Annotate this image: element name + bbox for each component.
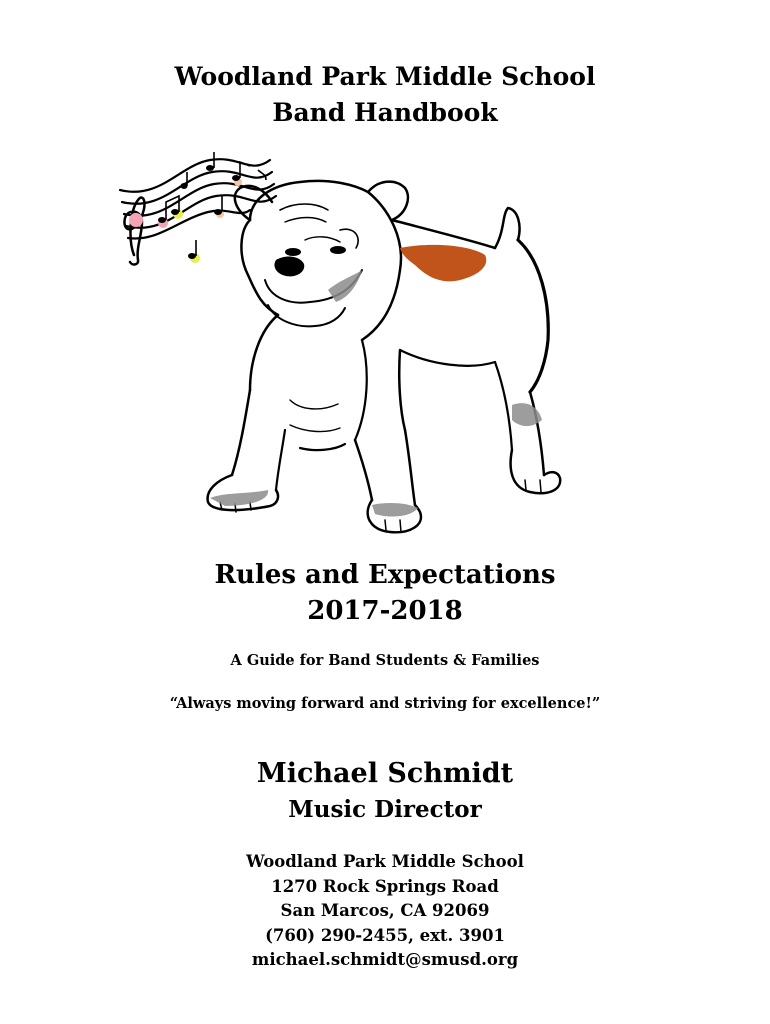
bulldog-icon — [208, 181, 561, 532]
section-title: Rules and Expectations — [214, 560, 556, 590]
music-staff-icon — [120, 159, 276, 264]
guide-subtitle: A Guide for Band Students & Families — [230, 652, 540, 669]
contact-phone: (760) 290-2455, ext. 3901 — [265, 926, 505, 945]
contact-city: San Marcos, CA 92069 — [280, 901, 490, 920]
school-title: Woodland Park Middle School — [174, 62, 596, 91]
handbook-title: Band Handbook — [272, 98, 498, 127]
motto: “Always moving forward and striving for excellence!” — [169, 695, 601, 712]
director-title: Music Director — [288, 796, 482, 823]
contact-street: 1270 Rock Springs Road — [271, 877, 499, 896]
music-notes-icon — [129, 152, 266, 263]
bulldog-with-music-notes-icon — [100, 130, 600, 560]
coat-spot-icon — [400, 245, 486, 281]
school-year: 2017-2018 — [307, 596, 463, 626]
contact-school: Woodland Park Middle School — [246, 852, 524, 871]
contact-email: michael.schmidt@smusd.org — [251, 950, 519, 969]
director-name: Michael Schmidt — [256, 758, 514, 789]
shadow-icon — [210, 270, 542, 516]
